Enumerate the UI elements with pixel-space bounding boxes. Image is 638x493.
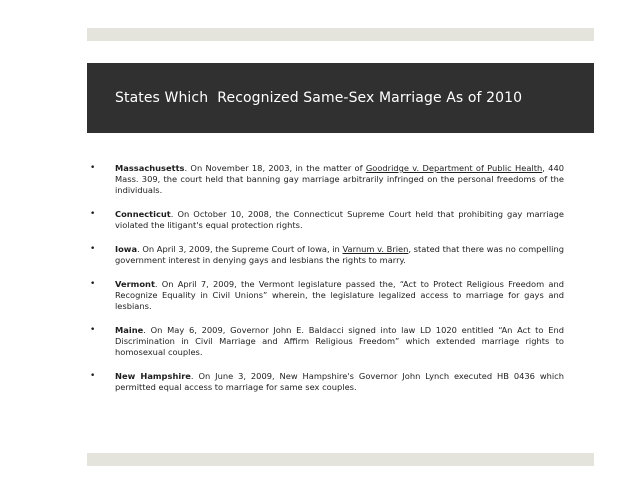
bullet-text-part: On November 18, 2003, in the matter of xyxy=(187,163,366,173)
case-citation-link[interactable]: Varnum v. Brien xyxy=(342,244,409,254)
bullet-text-part: On October 10, 2008, the Connecticut Supreme Court held that prohibiting gay marriage violated the litigant's equal protection rights. xyxy=(115,209,564,230)
bullet-list xyxy=(90,163,564,393)
bottom-decorative-bar xyxy=(87,453,594,466)
state-punct: . xyxy=(137,244,140,254)
title-banner xyxy=(87,63,594,133)
bullet-text-part: On April 7, 2009, the Vermont legislature passed the, “Act to Protect Religious Freedom and Recognize Equality in Civil Unions” wherein, the legislature legalized access to marriage for gays and lesbians. xyxy=(115,279,564,311)
bullet-text xyxy=(115,371,564,393)
state-punct: . xyxy=(143,325,146,335)
list-item-new-hampshire xyxy=(90,371,564,393)
bullet-text-part: On June 3, 2009, New Hampshire's Governor John Lynch executed HB 0436 which permitted equal access to marriage for same sex couples. xyxy=(115,371,564,392)
state-name: Massachusetts xyxy=(115,163,185,173)
list-item-vermont xyxy=(90,279,564,312)
state-punct: . xyxy=(190,371,194,381)
bullet-text-part: , stated that there was no compelling government interest in denying gays and lesbians the rights to marry. xyxy=(115,244,564,265)
case-citation-link[interactable]: Goodridge v. Department of Public Health xyxy=(365,163,543,173)
bullet-text xyxy=(115,209,564,231)
list-item-iowa xyxy=(90,244,564,266)
bullet-icon: • xyxy=(90,325,96,335)
bullet-text xyxy=(115,279,564,312)
bullet-icon: • xyxy=(90,209,96,219)
bullet-text-part: , 440 Mass. 309, the court held that banning gay marriage arbitrarily infringed on the personal freedoms of the individuals. xyxy=(115,163,565,195)
bullet-icon: • xyxy=(90,163,96,173)
state-name: Vermont xyxy=(115,279,155,289)
bullet-text-part: On May 6, 2009, Governor John E. Baldacci signed into law LD 1020 entitled “An Act to End Discrimination in Civil Marriage and Affirm Religious Freedom” which extended marriage rights to homosexual couples. xyxy=(115,325,564,357)
bullet-text xyxy=(115,163,564,196)
bullet-icon: • xyxy=(90,244,96,254)
state-name: Connecticut xyxy=(115,209,171,219)
slide-title: States Which Recognized Same-Sex Marriage As of 2010 xyxy=(115,90,523,106)
list-item-connecticut xyxy=(90,209,564,231)
top-decorative-bar xyxy=(87,28,594,41)
state-punct: . xyxy=(170,209,174,219)
bullet-text xyxy=(115,244,564,266)
bullet-icon: • xyxy=(90,371,96,381)
state-punct: . xyxy=(154,279,158,289)
bullet-text xyxy=(115,325,564,358)
bullet-icon: • xyxy=(90,279,96,289)
list-item-maine xyxy=(90,325,564,358)
state-name: New Hampshire xyxy=(115,371,191,381)
state-name: Iowa xyxy=(115,244,138,254)
state-name: Maine xyxy=(115,325,144,335)
state-punct: . xyxy=(184,163,188,173)
bullet-text-part: On April 3, 2009, the Supreme Court of Iowa, in xyxy=(139,244,343,254)
list-item-massachusetts xyxy=(90,163,564,196)
